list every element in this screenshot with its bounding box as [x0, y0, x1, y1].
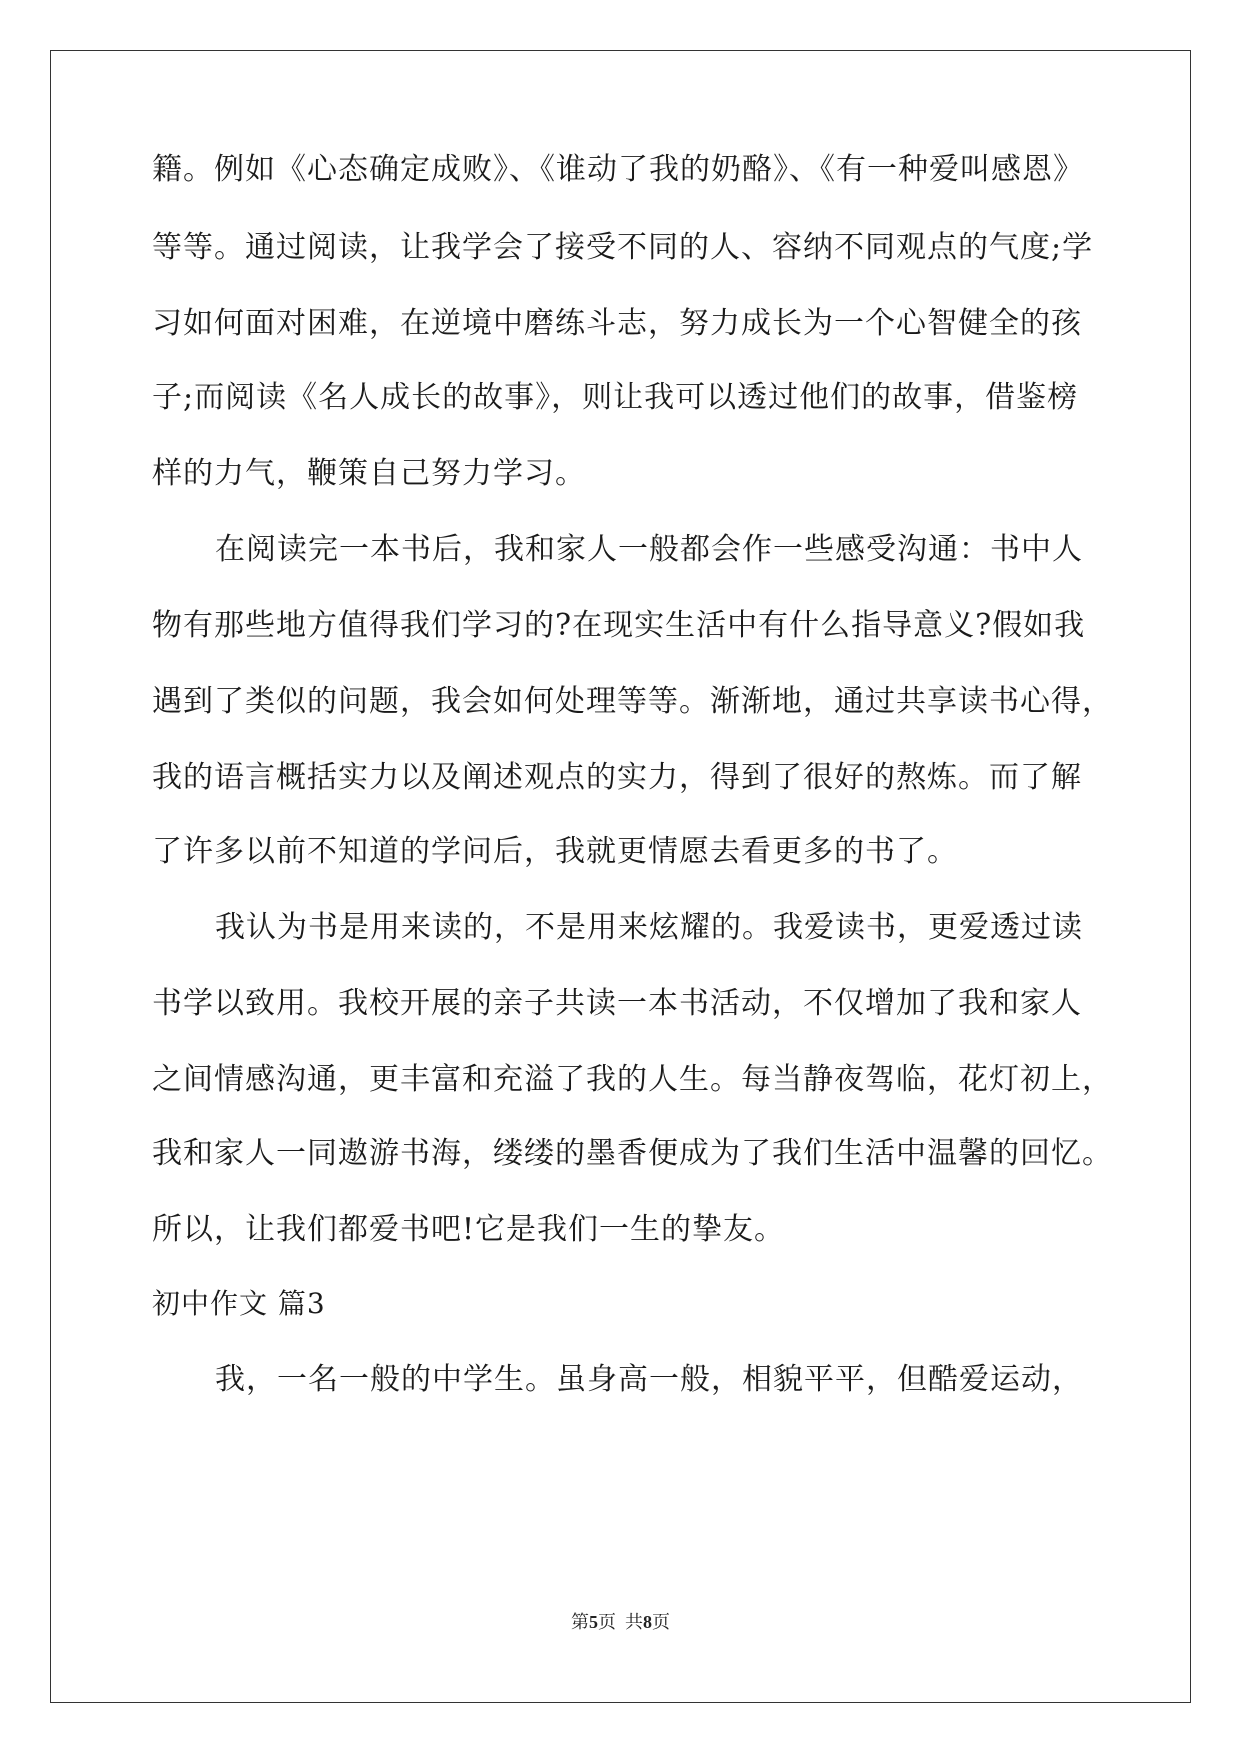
paragraph-line: 所以，让我们都爱书吧!它是我们一生的挚友。	[152, 1212, 786, 1247]
paragraph-line: 我认为书是用来读的，不是用来炫耀的。我爱读书，更爱透过读	[215, 910, 1083, 945]
total-page-number: 8	[643, 1612, 652, 1632]
paragraph-line: 物有那些地方值得我们学习的?在现实生活中有什么指导意义?假如我	[152, 608, 1086, 643]
paragraph-line: 我和家人一同遨游书海，缕缕的墨香便成为了我们生活中温馨的回忆。	[152, 1136, 1113, 1171]
footer-prefix: 第	[571, 1612, 589, 1632]
paragraph-line: 籍。例如《心态确定成败》、《谁动了我的奶酪》、《有一种爱叫感恩》	[152, 152, 1084, 187]
paragraph-line: 在阅读完一本书后，我和家人一般都会作一些感受沟通：书中人	[215, 532, 1083, 567]
paragraph-line: 等等。通过阅读，让我学会了接受不同的人、容纳不同观点的气度;学	[152, 230, 1094, 265]
paragraph-line: 之间情感沟通，更丰富和充溢了我的人生。每当静夜驾临，花灯初上，	[152, 1062, 1113, 1097]
paragraph-line: 了许多以前不知道的学问后，我就更情愿去看更多的书了。	[152, 834, 958, 869]
paragraph-line: 我，一名一般的中学生。虽身高一般，相貌平平，但酷爱运动，	[215, 1362, 1083, 1397]
footer-suffix: 页	[652, 1612, 670, 1632]
page-border	[50, 50, 1191, 1703]
paragraph-line: 我的语言概括实力以及阐述观点的实力，得到了很好的熬炼。而了解	[152, 760, 1082, 795]
paragraph-line: 子;而阅读《名人成长的故事》，则让我可以透过他们的故事，借鉴榜	[152, 380, 1079, 415]
paragraph-line: 书学以致用。我校开展的亲子共读一本书活动，不仅增加了我和家人	[152, 986, 1082, 1021]
footer-mid: 页 共	[598, 1612, 643, 1632]
paragraph-line: 遇到了类似的问题，我会如何处理等等。渐渐地，通过共享读书心得，	[152, 684, 1113, 719]
paragraph-line: 样的力气，鞭策自己努力学习。	[152, 456, 586, 491]
paragraph-line: 习如何面对困难，在逆境中磨练斗志，努力成长为一个心智健全的孩	[152, 306, 1082, 341]
page-footer	[0, 1608, 1241, 1634]
section-heading: 初中作文 篇3	[152, 1287, 326, 1320]
current-page-number: 5	[589, 1612, 598, 1632]
